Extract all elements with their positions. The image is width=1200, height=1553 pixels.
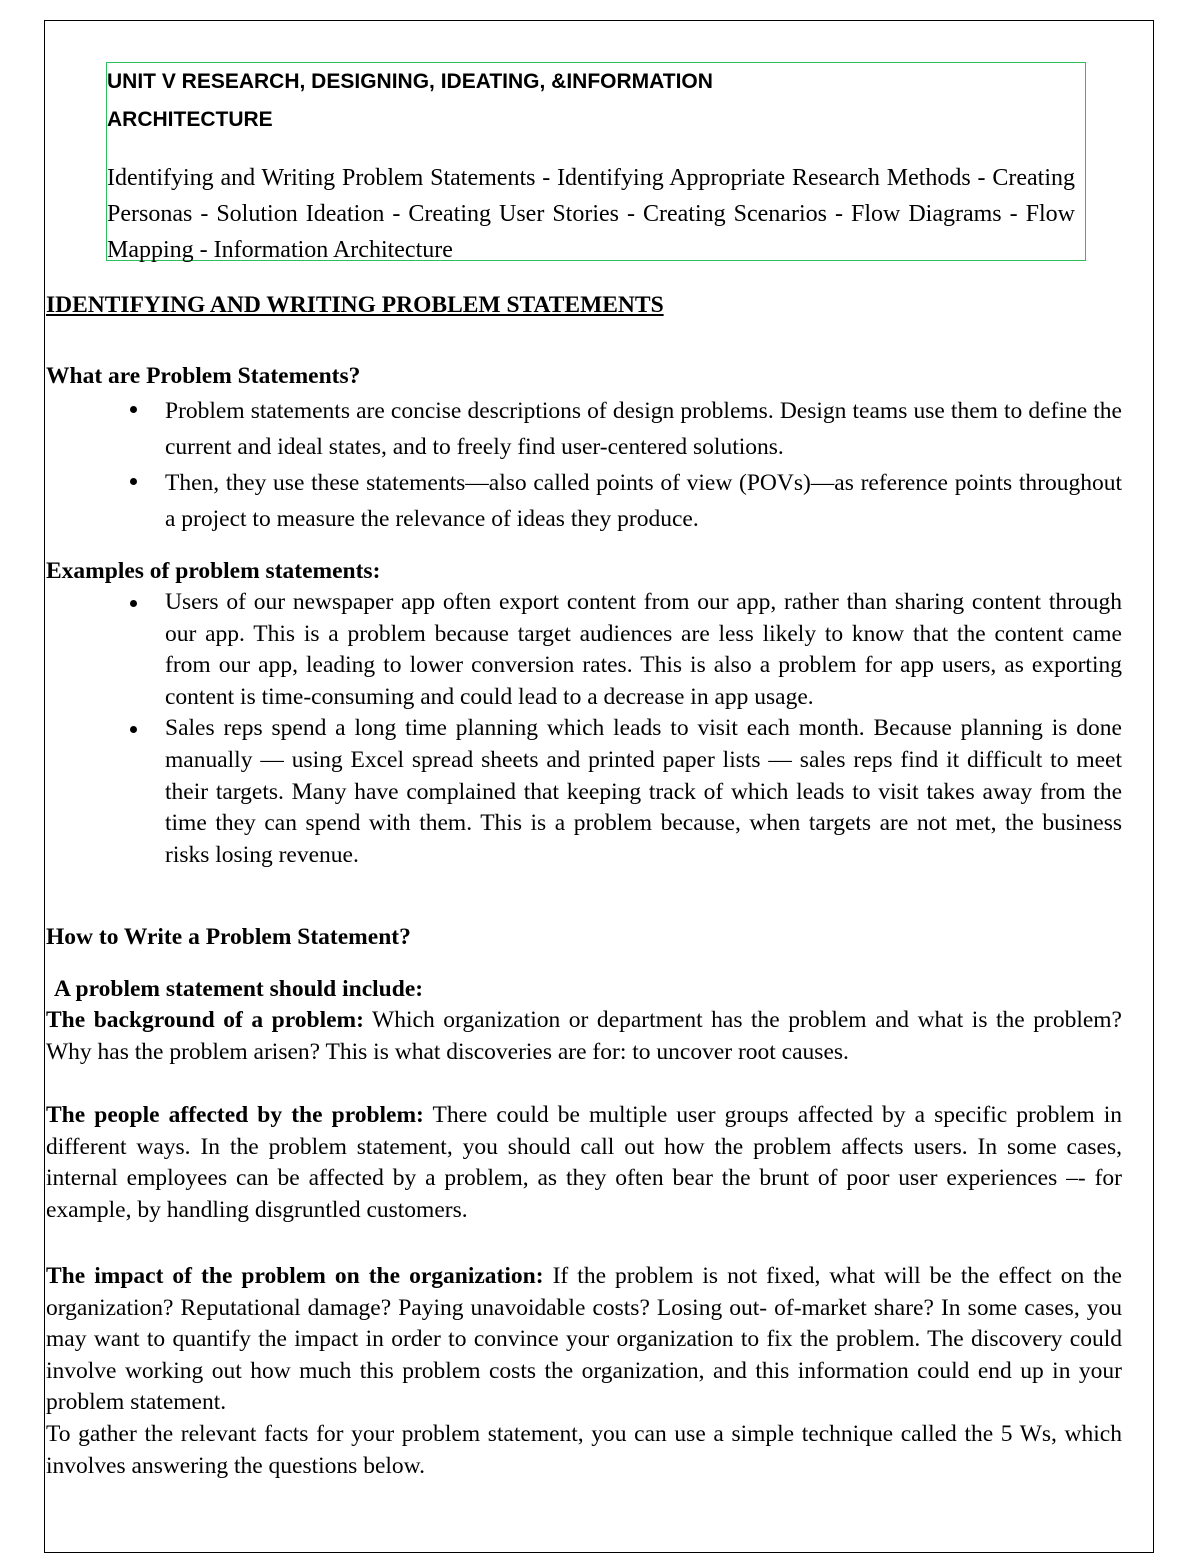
background-paragraph [46, 1005, 1122, 1068]
what-heading: What are Problem Statements? [46, 363, 361, 389]
people-paragraph [46, 1100, 1122, 1226]
list-item: Problem statements are concise descriptions of design problems. Design teams use them to define the current and ideal states, and to freely find user-centered solutions. [46, 393, 1122, 465]
what-bullet-list [46, 393, 1122, 537]
include-heading: A problem statement should include: [54, 976, 424, 1002]
unit-title-line-1: UNIT V RESEARCH, DESIGNING, IDEATING, &INFORMATION [107, 70, 713, 93]
impact-paragraph [46, 1261, 1122, 1419]
how-heading: How to Write a Problem Statement? [46, 924, 411, 950]
impact-label: The impact of the problem on the organization: [46, 1263, 544, 1289]
background-label: The background of a problem: [46, 1007, 364, 1033]
people-label: The people affected by the problem: [46, 1102, 424, 1128]
unit-title-line-2: ARCHITECTURE [107, 108, 273, 131]
examples-bullet-list [46, 587, 1122, 871]
list-item: Then, they use these statements—also called points of view (POVs)—as reference points throughout a project to measure the relevance of ideas they produce. [46, 465, 1122, 537]
section-heading: IDENTIFYING AND WRITING PROBLEM STATEMENTS [46, 292, 664, 318]
examples-heading: Examples of problem statements: [46, 558, 381, 584]
gather-paragraph: To gather the relevant facts for your problem statement, you can use a simple technique called the 5 Ws, which involves answering the questions below. [46, 1421, 1122, 1479]
background-text: Which organization or department has the problem and what is the problem? Why has the problem arisen? This is what discoveries are for: to uncover root causes. [46, 1007, 1122, 1065]
unit-topics: Identifying and Writing Problem Statements - Identifying Appropriate Research Methods - Creating Personas - Solution Ideation - Creating User Stories - Creating Scenarios - Flow Diagrams - Flow Mapping - Information Architecture [107, 165, 1075, 263]
people-text: There could be multiple user groups affected by a specific problem in different ways. In the problem statement, you should call out how the problem affects users. In some cases, internal employees can be affected by a problem, as they often bear the brunt of poor user experiences –- for example, by handling disgruntled customers. [46, 1102, 1122, 1223]
impact-text: If the problem is not fixed, what will be the effect on the organization? Reputational damage? Paying unavoidable costs? Losing out- of-market share? In some cases, you may want to quantify the impact in order to convince your organization to fix the problem. The discovery could involve working out how much this problem costs the organization, and this information could end up in your problem statement. [46, 1263, 1122, 1416]
list-item: Sales reps spend a long time planning which leads to visit each month. Because planning is done manually — using Excel spread sheets and printed paper lists — sales reps find it difficult to meet their targets. Many have complained that keeping track of which leads to visit takes away from the time they can spend with them. This is a problem because, when targets are not met, the business risks losing revenue. [46, 713, 1122, 871]
list-item: Users of our newspaper app often export content from our app, rather than sharing content through our app. This is a problem because target audiences are less likely to know that the content came from our app, leading to lower conversion rates. This is also a problem for app users, as exporting content is time-consuming and could lead to a decrease in app usage. [46, 587, 1122, 713]
